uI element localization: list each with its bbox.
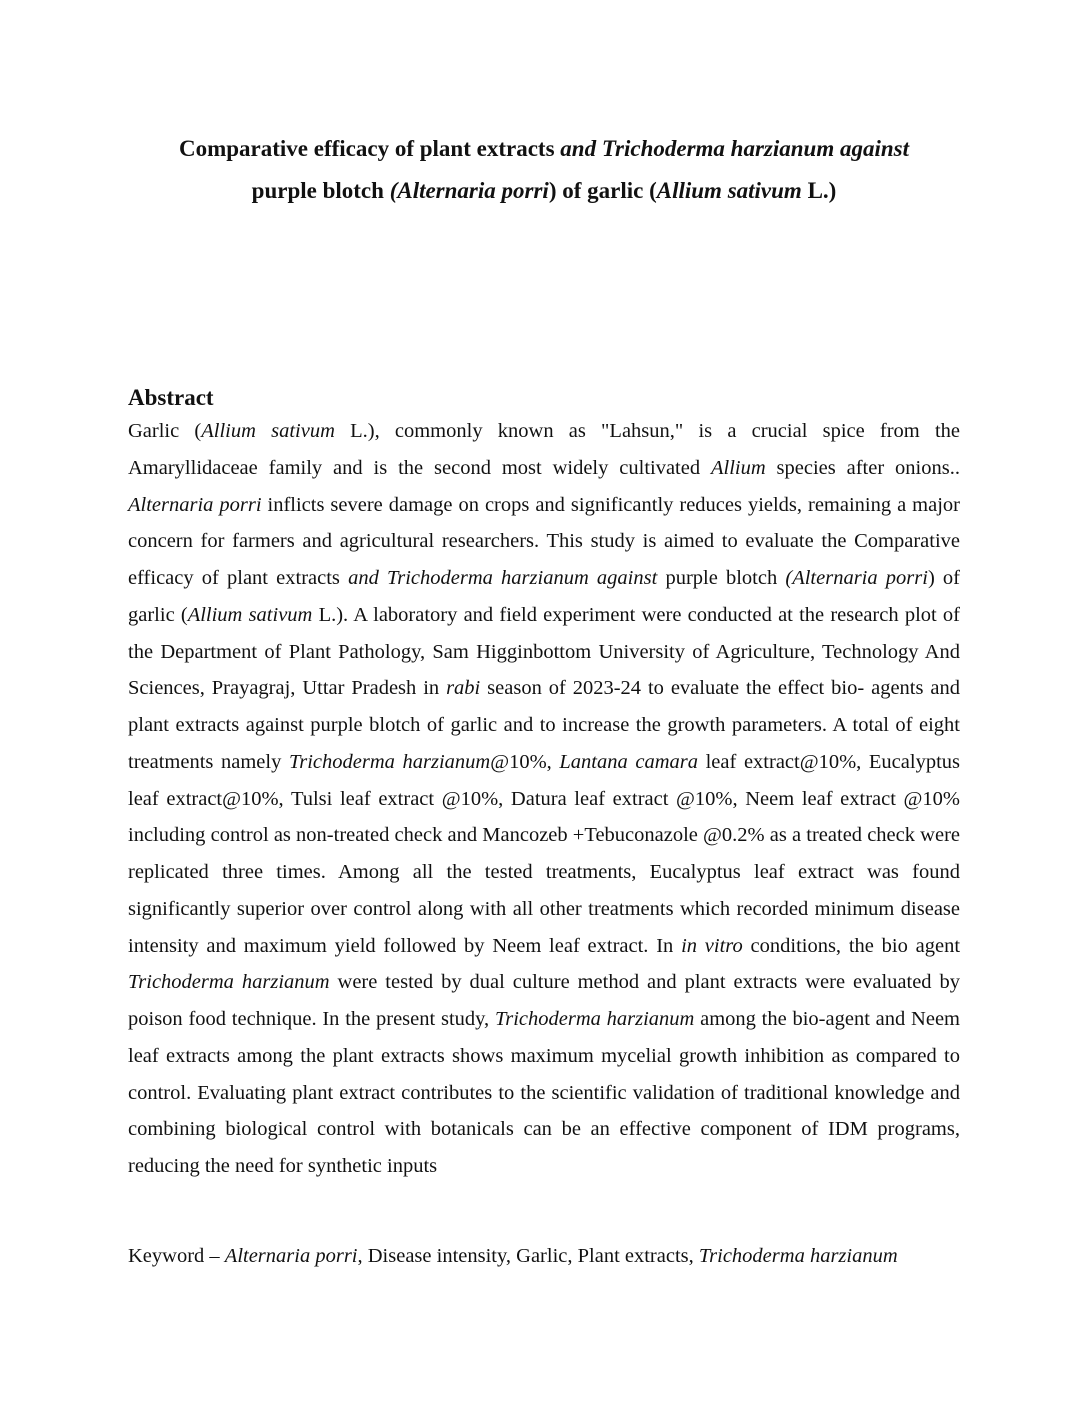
abstract-italic-term: and Trichoderma harzianum against	[348, 567, 658, 589]
keywords-middle: , Disease intensity, Garlic, Plant extracts,	[357, 1245, 699, 1267]
abstract-text: L.), commonly known as "Lahsun," is a crucial spice from the Amaryllidaceae family and is the second most widely cultivated	[128, 420, 960, 479]
abstract-text: @10%,	[490, 750, 560, 773]
abstract-text: L.). A laboratory and field experiment were conducted at the research plot of the Department of Plant Pathology, Sam Higginbottom University of Agriculture, Technology And Sciences, Prayagraj, Uttar Pradesh in	[128, 603, 960, 700]
title-line-2: purple blotch (Alternaria porri) of garlic (Allium sativum L.)	[251, 178, 837, 203]
paper-title	[128, 128, 960, 212]
abstract-italic-term: Trichoderma harzianum	[128, 971, 330, 994]
abstract-text: conditions, the bio agent	[742, 934, 961, 957]
abstract-text: ) of garlic (	[128, 567, 960, 626]
abstract-italic-term: Allium sativum	[187, 603, 313, 626]
keywords-line	[128, 1238, 1028, 1274]
abstract-italic-term: Trichoderma harzianum	[494, 1008, 695, 1030]
abstract-text: among the bio-agent and Neem leaf extracts among the plant extracts shows maximum mycelial growth inhibition as compared to control. Evaluating plant extract contributes to the scientific validation of traditional knowledge and combining biological control with botanicals can be an effective component of IDM programs, reducing the need for synthetic inputs	[128, 1008, 960, 1177]
title-line-1: Comparative efficacy of plant extracts and Trichoderma harzianum against	[178, 136, 909, 161]
abstract-italic-term: Allium	[710, 456, 766, 479]
abstract-italic-term: Alternaria porri	[128, 493, 262, 516]
abstract-text: season of 2023-24 to evaluate the effect bio- agents and plant extracts against purple blotch of garlic and to increase the growth parameters. A total of eight treatments namely	[128, 677, 960, 773]
abstract-italic-term: Lantana camara	[559, 750, 698, 773]
abstract-italic-term: (Alternaria porri	[785, 567, 928, 589]
abstract-text: leaf extract@10%, Eucalyptus leaf extract@10%, Tulsi leaf extract @10%, Datura leaf extract @10%, Neem leaf extract @10% including control as non-treated check and Mancozeb +Tebuconazole @0.2% as a treated check were replicated three times. Among all the tested treatments, Eucalyptus leaf extract was found significantly superior over control along with all other treatments which recorded minimum disease intensity and maximum yield followed by Neem leaf extract. In	[128, 750, 960, 957]
abstract-text: purple blotch	[657, 567, 786, 589]
keywords-label: Keyword –	[128, 1245, 225, 1267]
abstract-italic-term: in vitro	[681, 934, 743, 957]
abstract-text: were tested by dual culture method and plant extracts were evaluated by poison food technique. In the present study,	[128, 971, 960, 1030]
abstract-text: inflicts severe damage on crops and significantly reduces yields, remaining a major concern for farmers and agricultural researchers. This study is aimed to evaluate the Comparative efficacy of plant extracts	[128, 493, 960, 589]
abstract-body	[128, 413, 960, 1185]
abstract-text: species after onions..	[765, 456, 960, 479]
abstract-text: Garlic (	[128, 420, 202, 442]
abstract-heading: Abstract	[128, 385, 214, 410]
keyword-alternaria-porri: Alternaria porri	[224, 1245, 358, 1267]
abstract-italic-term: Trichoderma harzianum	[288, 750, 491, 773]
abstract-italic-term: rabi	[446, 677, 481, 700]
keyword-trichoderma-harzianum: Trichoderma harzianum	[698, 1245, 898, 1267]
abstract-italic-term: Allium sativum	[201, 420, 335, 442]
